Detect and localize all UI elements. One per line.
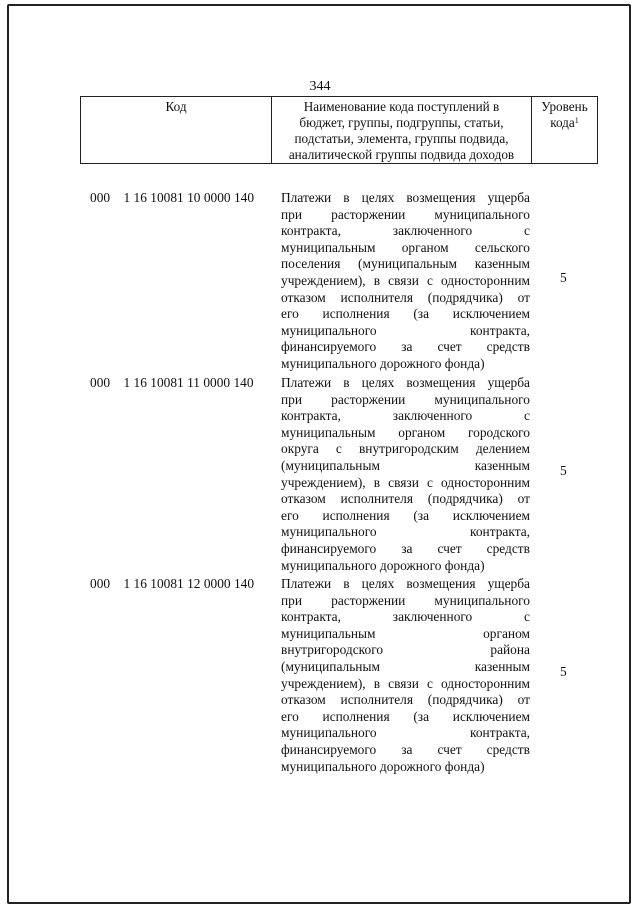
desc-line: при расторжении муниципального xyxy=(281,206,530,222)
entry-description xyxy=(281,375,530,574)
desc-line: (муниципальным казенным xyxy=(281,457,530,473)
desc-line: округа с внутригородским делением xyxy=(281,441,530,457)
desc-line: финансируемого за счет средств xyxy=(281,741,530,757)
entry-code: 000 1 16 10081 11 0000 140 xyxy=(90,375,254,390)
desc-line: муниципальным органом городского xyxy=(281,424,530,440)
desc-line: муниципального контракта, xyxy=(281,725,530,741)
desc-line: финансируемого за счет средств xyxy=(281,339,530,355)
desc-line: финансируемого за счет средств xyxy=(281,540,530,556)
header-name-line: Наименование кода поступлений в xyxy=(303,99,500,114)
desc-line: Платежи в целях возмещения ущерба xyxy=(281,375,530,390)
desc-line: муниципального дорожного фонда) xyxy=(281,355,485,371)
desc-line: муниципальным органом сельского xyxy=(281,239,530,255)
desc-line: контракта, заключенного с xyxy=(281,223,530,239)
desc-line: муниципального контракта, xyxy=(281,524,530,540)
header-code-label: Код xyxy=(165,99,187,114)
header-name-line: подстатьи, элемента, группы подвида, xyxy=(294,131,509,146)
header-name-line: аналитической группы подвида доходов xyxy=(288,147,515,162)
desc-line: его исполнения (за исключением xyxy=(281,507,530,523)
desc-line: его исполнения (за исключением xyxy=(281,306,530,322)
desc-line: отказом исполнителя (подрядчика) от xyxy=(281,289,530,305)
header-level-line2: кода xyxy=(550,115,575,130)
desc-line: отказом исполнителя (подрядчика) от xyxy=(281,692,530,708)
entry-code: 000 1 16 10081 10 0000 140 xyxy=(90,190,255,205)
header-name-cell xyxy=(272,97,532,164)
entry-code: 000 1 16 10081 12 0000 140 xyxy=(90,576,255,591)
desc-line: Платежи в целях возмещения ущерба xyxy=(281,576,530,591)
entry-description xyxy=(281,190,530,373)
desc-line: Платежи в целях возмещения ущерба xyxy=(281,190,530,205)
entry-level: 5 xyxy=(560,463,567,478)
desc-line: муниципального контракта, xyxy=(281,322,530,338)
page-number: 344 xyxy=(309,79,331,94)
desc-line: учреждением), в связи с односторонним xyxy=(281,272,530,288)
header-code-cell xyxy=(81,97,272,164)
desc-line: учреждением), в связи с односторонним xyxy=(281,675,530,691)
desc-line: муниципального дорожного фонда) xyxy=(281,758,485,774)
desc-line: внутригородского района xyxy=(281,642,530,658)
desc-line: контракта, заключенного с xyxy=(281,609,530,625)
entry-description xyxy=(281,576,530,775)
desc-line: (муниципальным казенным xyxy=(281,658,530,674)
header-table xyxy=(80,96,598,164)
desc-line: муниципальным органом xyxy=(281,625,530,641)
desc-line: при расторжении муниципального xyxy=(281,592,530,608)
entry-level: 5 xyxy=(560,270,567,285)
desc-line: отказом исполнителя (подрядчика) от xyxy=(281,491,530,507)
desc-line: контракта, заключенного с xyxy=(281,408,530,424)
entry-level: 5 xyxy=(560,664,567,679)
header-name-line: бюджет, группы, подгруппы, статьи, xyxy=(299,115,504,130)
desc-line: муниципального дорожного фонда) xyxy=(281,557,485,573)
header-level-cell xyxy=(532,97,598,164)
footnote-marker: 1 xyxy=(574,116,579,125)
desc-line: учреждением), в связи с односторонним xyxy=(281,474,530,490)
header-level-line1: Уровень xyxy=(541,99,588,114)
desc-line: его исполнения (за исключением xyxy=(281,708,530,724)
desc-line: поселения (муниципальным казенным xyxy=(281,256,530,272)
desc-line: при расторжении муниципального xyxy=(281,391,530,407)
